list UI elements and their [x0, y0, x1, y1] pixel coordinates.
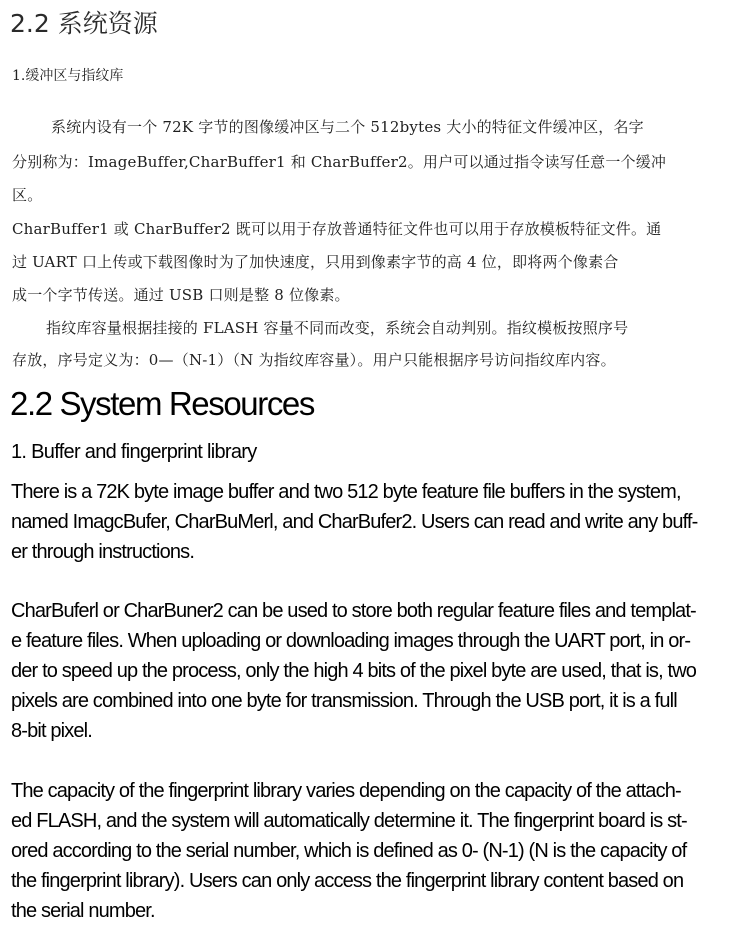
english-paragraph-line: er through instructions. — [11, 541, 195, 563]
chinese-paragraph-line: 分别称为：ImageBuffer,CharBuffer1 和 CharBuffer2。用户可以通过指令读写任意一个缓冲 — [12, 153, 667, 171]
english-subheading: 1. Buffer and fingerprint library — [11, 441, 257, 463]
chinese-section-heading: 2.2 系统资源 — [10, 9, 158, 38]
english-section-heading: 2.2 System Resources — [10, 385, 314, 422]
english-paragraph-line: der to speed up the process, only the high 4 bits of the pixel byte are used, that is, two — [11, 660, 697, 682]
english-paragraph-line: named ImagcBufer, CharBuMerl, and CharBufer2. Users can read and write any buff- — [11, 511, 698, 533]
english-paragraph-line: 8-bit pixel. — [11, 720, 92, 742]
english-paragraph-line: the serial number. — [11, 900, 155, 922]
chinese-paragraph-line: 存放，序号定义为：0—（N-1）（N 为指纹库容量）。用户只能根据序号访问指纹库内容。 — [12, 351, 616, 369]
chinese-paragraph-line: 过 UART 口上传或下载图像时为了加快速度，只用到像素字节的高 4 位，即将两个像素合 — [12, 253, 619, 271]
english-paragraph-line: ored according to the serial number, which is defined as 0- (N-1) (N is the capacity of — [11, 840, 687, 862]
chinese-paragraph-line: 区。 — [12, 186, 43, 204]
english-paragraph-line: There is a 72K byte image buffer and two 512 byte feature file buffers in the system, — [11, 481, 681, 503]
chinese-paragraph-line: CharBuffer1 或 CharBuffer2 既可以用于存放普通特征文件也可以用于存放模板特征文件。通 — [12, 220, 662, 238]
english-paragraph-line: CharBuferl or CharBuner2 can be used to store both regular feature files and templat- — [11, 600, 696, 622]
chinese-subheading: 1.缓冲区与指纹库 — [12, 68, 124, 84]
english-paragraph-line: pixels are combined into one byte for transmission. Through the USB port, it is a full — [11, 690, 677, 712]
chinese-paragraph-line: 成一个字节传送。通过 USB 口则是整 8 位像素。 — [12, 286, 350, 304]
english-paragraph-line: the fingerprint library). Users can only access the fingerprint library content based on — [11, 870, 684, 892]
chinese-paragraph-line: 指纹库容量根据挂接的 FLASH 容量不同而改变，系统会自动判别。指纹模板按照序号 — [46, 319, 629, 337]
chinese-paragraph-line: 系统内设有一个 72K 字节的图像缓冲区与二个 512bytes 大小的特征文件缓冲区，名字 — [51, 118, 644, 136]
english-paragraph-line: ed FLASH, and the system will automatically determine it. The fingerprint board is st- — [11, 810, 687, 832]
english-paragraph-line: The capacity of the fingerprint library varies depending on the capacity of the attach- — [11, 780, 681, 802]
english-paragraph-line: e feature files. When uploading or downloading images through the UART port, in or- — [11, 630, 691, 652]
